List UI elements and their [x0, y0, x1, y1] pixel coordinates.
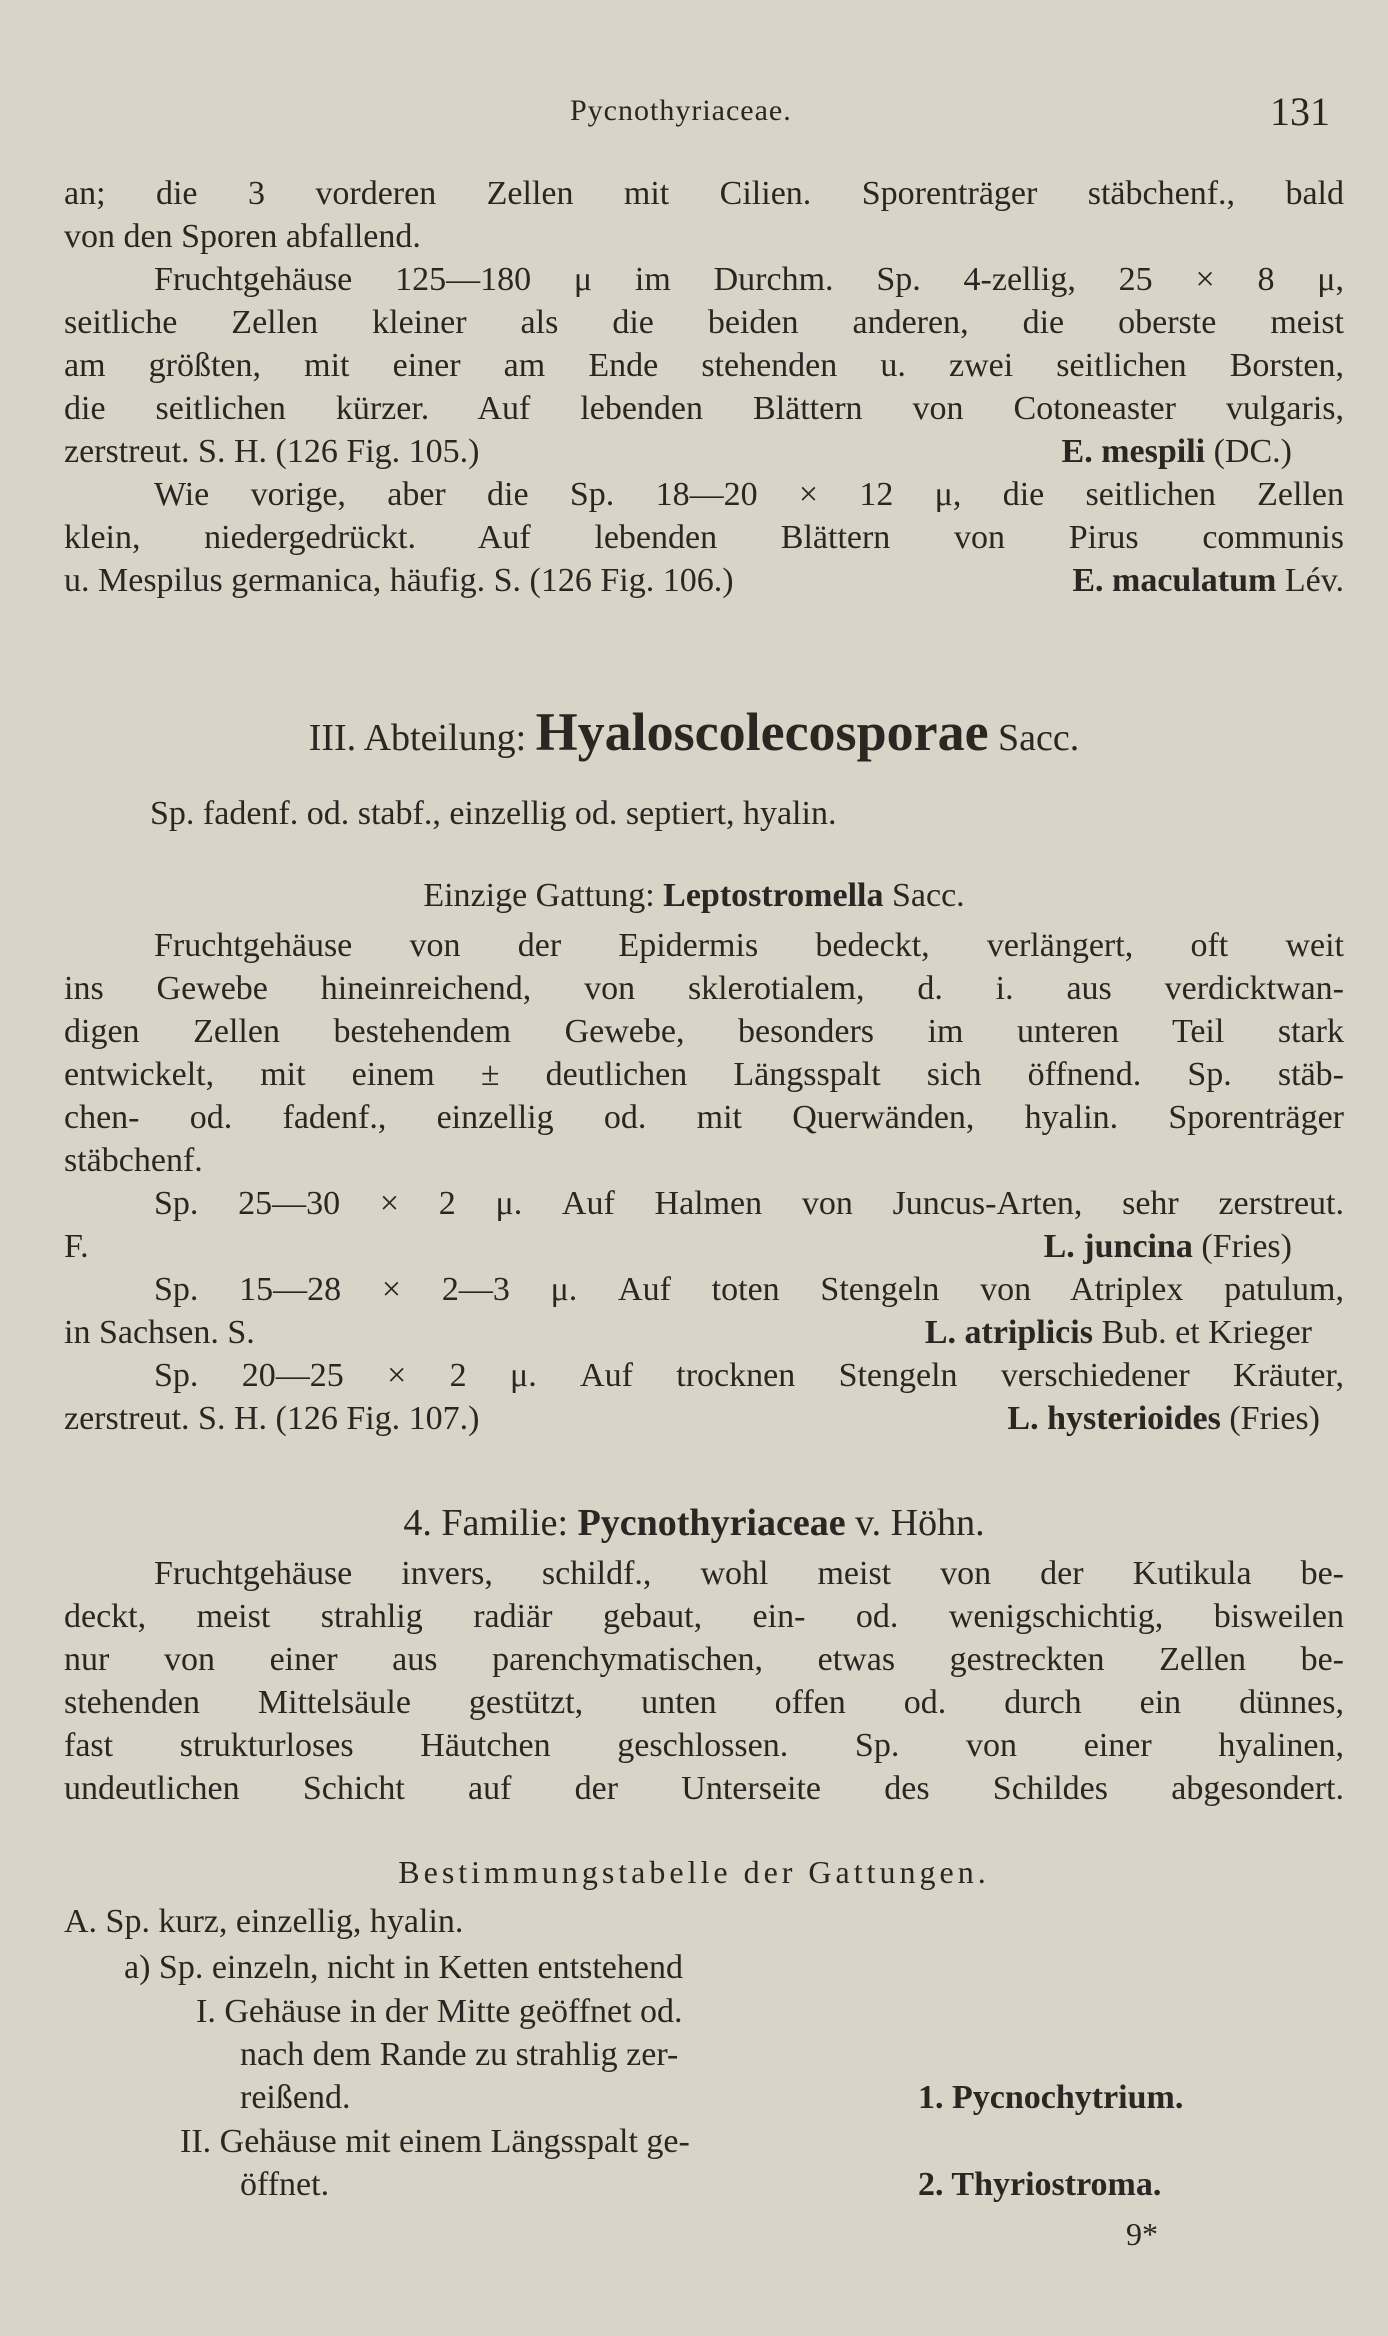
text-line: digen Zellen bestehendem Gewebe, besonders im unteren Teil stark [64, 1013, 1344, 1050]
text-line: Sp. fadenf. od. stabf., einzellig od. septiert, hyalin. [150, 795, 837, 832]
signature-mark: 9* [1126, 2216, 1158, 2252]
text-line: von den Sporen abfallend. [64, 218, 421, 255]
family-name: Pycnothyriaceae [577, 1502, 846, 1544]
key-entry: nach dem Rande zu strahlig zer- [240, 2036, 679, 2073]
text-line: am größten, mit einer am Ende stehenden u. zwei seitlichen Borsten, [64, 347, 1344, 384]
key-entry: öffnet. [240, 2166, 330, 2203]
genus-heading: Einzige Gattung: Leptostromella Sacc. [423, 877, 965, 914]
page-number: 131 [1270, 89, 1330, 134]
text-line-start: zerstreut. S. H. (126 Fig. 105.) [64, 433, 480, 470]
text-line: Wie vorige, aber die Sp. 18—20 × 12 μ, die seitlichen Zellen [154, 476, 1344, 513]
key-table-title: Bestimmungstabelle der Gattungen. [398, 1854, 990, 1890]
text-line: Fruchtgehäuse von der Epidermis bedeckt, verlängert, oft weit [154, 927, 1344, 964]
key-entry: II. Gehäuse mit einem Längsspalt ge- [180, 2123, 690, 2160]
text-line: F. L. juncina (Fries) [64, 1225, 1344, 1269]
text-line: zerstreut. S. H. (126 Fig. 107.) L. hysterioides (Fries) [64, 1397, 1344, 1441]
text-line-start: u. Mespilus germanica, häufig. S. (126 Fig. 106.) [64, 562, 734, 599]
text-line: klein, niedergedrückt. Auf lebenden Blättern von Pirus communis [64, 519, 1344, 556]
key-result-genus: 1. Pycnochytrium. [918, 2079, 1184, 2116]
species-name: L. atriplicis Bub. et Krieger [924, 1314, 1312, 1351]
text-line: Sp. 15—28 × 2—3 μ. Auf toten Stengeln von Atriplex patulum, [154, 1271, 1344, 1308]
species-name: L. juncina (Fries) [1043, 1228, 1292, 1265]
text-line: nur von einer aus parenchymatischen, etwas gestreckten Zellen be- [64, 1641, 1344, 1678]
text-line: Sp. 20—25 × 2 μ. Auf trocknen Stengeln verschiedener Kräuter, [154, 1357, 1344, 1394]
text-line: deckt, meist strahlig radiär gebaut, ein- od. wenigschichtig, bisweilen [64, 1598, 1344, 1635]
text-line: Fruchtgehäuse invers, schildf., wohl meist von der Kutikula be- [154, 1555, 1344, 1592]
text-line: seitliche Zellen kleiner als die beiden anderen, die oberste meist [64, 304, 1344, 341]
text-line: chen- od. fadenf., einzellig od. mit Querwänden, hyalin. Sporenträger [64, 1099, 1344, 1136]
key-entry: I. Gehäuse in der Mitte geöffnet od. [196, 1993, 683, 2030]
text-line: stäbchenf. [64, 1142, 203, 1179]
species-name: E. maculatum Lév. [1072, 562, 1344, 599]
text-line: fast strukturloses Häutchen geschlossen. Sp. von einer hyalinen, [64, 1727, 1344, 1764]
species-name: L. hysterioides (Fries) [1007, 1400, 1320, 1437]
key-entry: a) Sp. einzeln, nicht in Ketten entstehend [124, 1949, 683, 1986]
page-header [0, 88, 1388, 148]
text-line [64, 430, 1344, 474]
text-line: stehenden Mittelsäule gestützt, unten offen od. durch ein dünnes, [64, 1684, 1344, 1721]
text-line: entwickelt, mit einem ± deutlichen Längsspalt sich öffnend. Sp. stäb- [64, 1056, 1344, 1093]
text-line: in Sachsen. S. L. atriplicis Bub. et Krieger [64, 1311, 1344, 1355]
division-prefix: III. Abteilung: [308, 717, 527, 759]
text-line: die seitlichen kürzer. Auf lebenden Blättern von Cotoneaster vulgaris, [64, 390, 1344, 427]
key-entry: A. Sp. kurz, einzellig, hyalin. [64, 1903, 464, 1940]
species-name: E. mespili (DC.) [1061, 433, 1292, 470]
running-title: Pycnothyriaceae. [570, 94, 792, 127]
division-name: Hyaloscolecosporae [535, 702, 989, 762]
text-line: undeutlichen Schicht auf der Unterseite des Schildes abgesondert. [64, 1770, 1344, 1807]
key-entry: reißend. [240, 2079, 351, 2116]
key-result-genus: 2. Thyriostroma. [918, 2166, 1162, 2203]
text-line: an; die 3 vorderen Zellen mit Cilien. Sporenträger stäbchenf., bald [64, 175, 1344, 212]
text-line: Sp. 25—30 × 2 μ. Auf Halmen von Juncus-Arten, sehr zerstreut. [154, 1185, 1344, 1222]
text-line: Fruchtgehäuse 125—180 μ im Durchm. Sp. 4-zellig, 25 × 8 μ, [154, 261, 1344, 298]
text-line: ins Gewebe hineinreichend, von sklerotialem, d. i. aus verdicktwan- [64, 970, 1344, 1007]
family-heading: 4. Familie: Pycnothyriaceae v. Höhn. [403, 1502, 985, 1544]
genus-name: Leptostromella [663, 877, 884, 914]
division-author: Sacc. [998, 717, 1080, 759]
division-heading [0, 702, 1388, 762]
text-line [64, 559, 1344, 603]
